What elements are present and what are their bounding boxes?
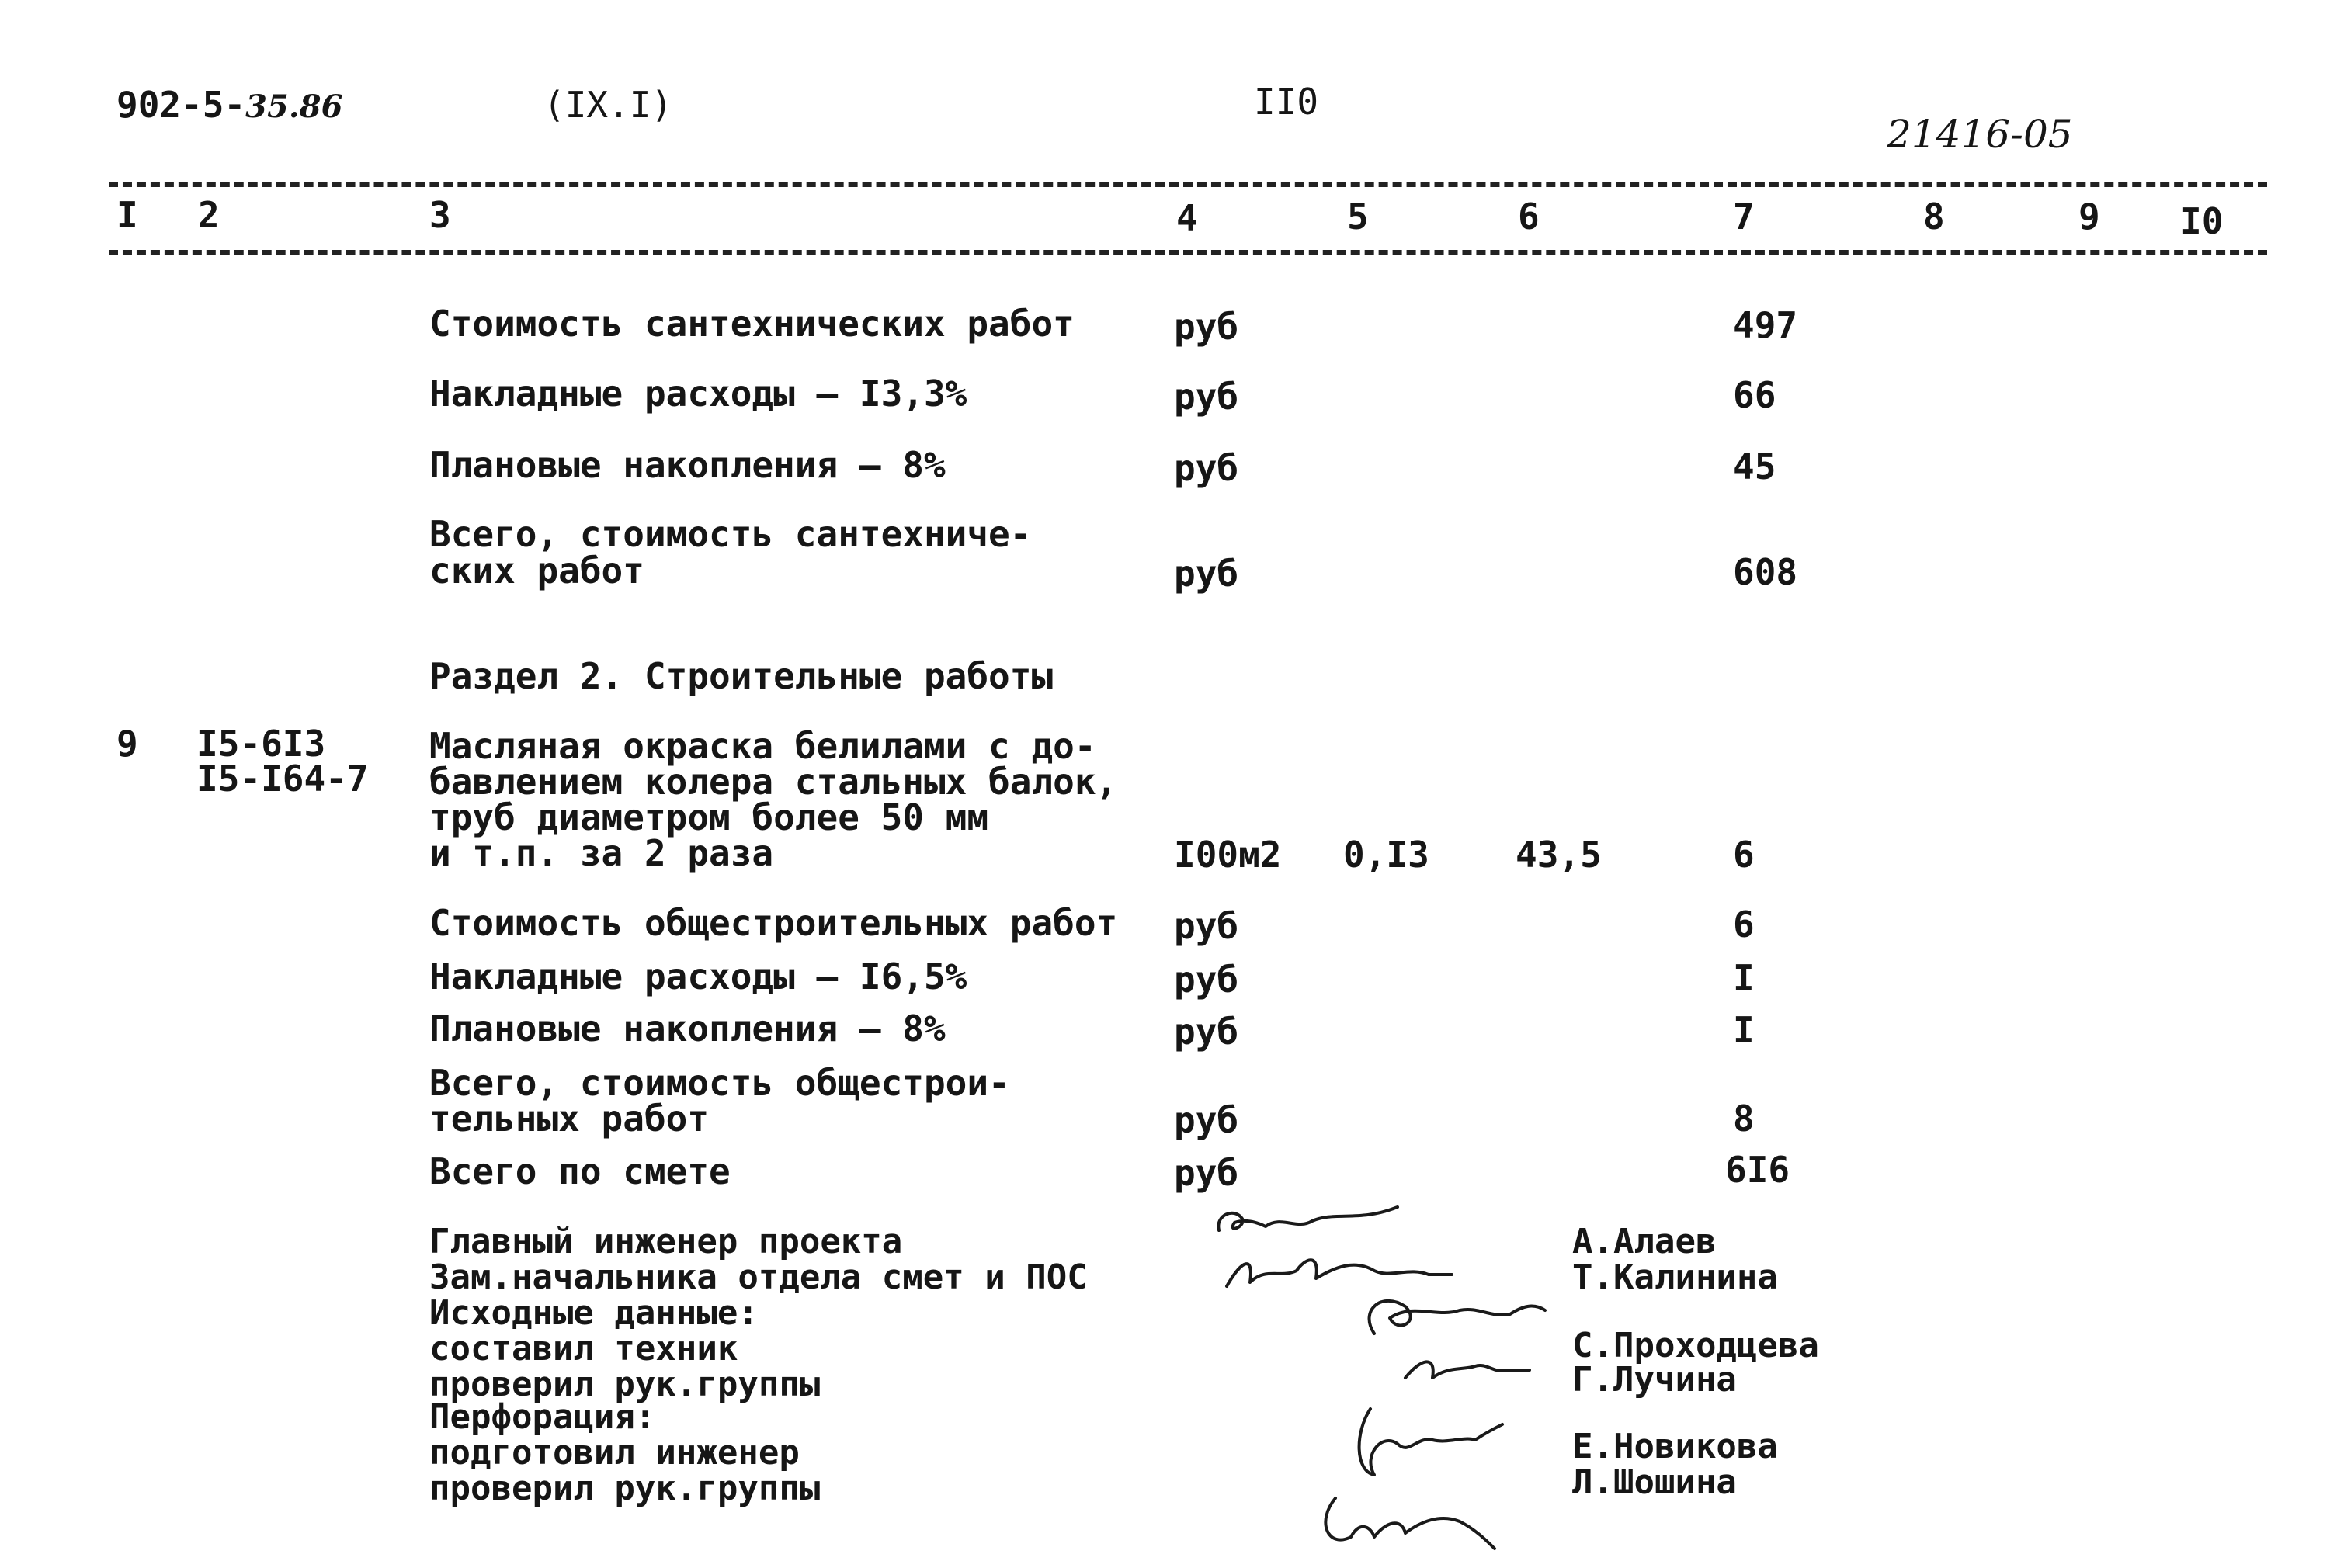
row-unit: руб bbox=[1174, 553, 1239, 595]
row-total: I bbox=[1733, 957, 1755, 999]
handwritten-signature bbox=[1312, 1483, 1514, 1552]
item-unit-price: 43,5 bbox=[1516, 834, 1602, 876]
row-total: 66 bbox=[1733, 374, 1776, 416]
row-unit: руб bbox=[1174, 905, 1239, 947]
column-header-10: I0 bbox=[2180, 200, 2224, 242]
row-unit: руб bbox=[1174, 959, 1239, 1001]
column-header-3: 3 bbox=[429, 194, 451, 236]
row-description: Всего, стоимость сантехниче- bbox=[429, 513, 1032, 555]
handwritten-signature bbox=[1398, 1343, 1537, 1389]
item-code: I5-6I3 bbox=[196, 723, 326, 765]
row-total: 608 bbox=[1733, 551, 1798, 593]
row-description: ских работ bbox=[429, 550, 644, 591]
row-unit: руб bbox=[1174, 1152, 1239, 1194]
row-total: 497 bbox=[1733, 304, 1798, 346]
row-total: 8 bbox=[1733, 1098, 1755, 1140]
row-description: тельных работ bbox=[429, 1098, 710, 1140]
handwritten-signature bbox=[1351, 1287, 1553, 1349]
column-header-6: 6 bbox=[1518, 196, 1540, 238]
row-total: 45 bbox=[1733, 446, 1776, 487]
header-rule-top bbox=[109, 182, 2267, 187]
row-total: 6I6 bbox=[1725, 1149, 1790, 1191]
signature-role: проверил рук.группы bbox=[429, 1365, 821, 1404]
column-header-9: 9 bbox=[2078, 196, 2100, 238]
signature-name: Т.Калинина bbox=[1572, 1258, 1778, 1297]
archive-number: 21416-05 bbox=[1887, 112, 2073, 157]
row-description: Стоимость общестроительных работ bbox=[429, 902, 1118, 944]
signature-name: А.Алаев bbox=[1572, 1222, 1717, 1261]
item-code: I5-I64-7 bbox=[196, 758, 369, 800]
row-unit: руб bbox=[1174, 306, 1239, 348]
item-description: труб диаметром более 50 мм bbox=[429, 796, 989, 838]
column-header-8: 8 bbox=[1923, 196, 1945, 238]
column-header-2: 2 bbox=[198, 194, 220, 236]
header-rule-bottom bbox=[109, 250, 2267, 255]
handwritten-signature bbox=[1211, 1199, 1413, 1246]
row-total: 6 bbox=[1733, 904, 1755, 945]
column-header-4: 4 bbox=[1176, 197, 1198, 239]
section-title: Раздел 2. Строительные работы bbox=[429, 655, 1054, 697]
signature-name: С.Проходцева bbox=[1572, 1326, 1819, 1365]
item-total: 6 bbox=[1733, 834, 1755, 876]
document-code bbox=[116, 84, 343, 126]
signature-role: проверил рук.группы bbox=[429, 1469, 821, 1508]
column-header-7: 7 bbox=[1733, 196, 1755, 238]
row-description: Стоимость сантехнических работ bbox=[429, 303, 1075, 345]
item-description: бавлением колера стальных балок, bbox=[429, 761, 1118, 803]
document-code-handwritten: 35.86 bbox=[245, 88, 343, 125]
row-description: Накладные расходы – I3,3% bbox=[429, 373, 967, 415]
signature-name: Л.Шошина bbox=[1572, 1462, 1737, 1502]
document-code-printed: 902-5- bbox=[116, 84, 246, 126]
signature-role: подготовил инженер bbox=[429, 1433, 800, 1473]
row-description: Плановые накопления – 8% bbox=[429, 1008, 946, 1049]
row-unit: руб bbox=[1174, 1011, 1239, 1053]
section-number: (IX.I) bbox=[543, 84, 673, 126]
signature-role: составил техник bbox=[429, 1329, 738, 1369]
item-quantity: 0,I3 bbox=[1343, 834, 1429, 876]
item-description: Масляная окраска белилами с до- bbox=[429, 725, 1096, 767]
row-description: Всего, стоимость общестрои- bbox=[429, 1062, 1010, 1104]
signature-name: Г.Лучина bbox=[1572, 1360, 1737, 1400]
signature-name: Е.Новикова bbox=[1572, 1427, 1778, 1466]
row-description: Всего по смете bbox=[429, 1150, 731, 1192]
item-description: и т.п. за 2 раза bbox=[429, 832, 774, 874]
handwritten-signature bbox=[1339, 1401, 1510, 1486]
column-header-1: I bbox=[116, 194, 138, 236]
row-unit: руб bbox=[1174, 1099, 1239, 1141]
column-header-5: 5 bbox=[1347, 196, 1369, 238]
page-number: II0 bbox=[1254, 81, 1319, 123]
signature-role: Главный инженер проекта bbox=[429, 1222, 903, 1261]
signature-role: Зам.начальника отдела смет и ПОС bbox=[429, 1258, 1088, 1297]
row-unit: руб bbox=[1174, 447, 1239, 489]
signature-role: Перфорация: bbox=[429, 1397, 656, 1437]
item-unit: I00м2 bbox=[1174, 834, 1282, 876]
item-number: 9 bbox=[116, 723, 138, 765]
row-description: Накладные расходы – I6,5% bbox=[429, 956, 967, 997]
signature-role: Исходные данные: bbox=[429, 1293, 759, 1333]
row-total: I bbox=[1733, 1009, 1755, 1051]
row-unit: руб bbox=[1174, 376, 1239, 418]
row-description: Плановые накопления – 8% bbox=[429, 444, 946, 486]
